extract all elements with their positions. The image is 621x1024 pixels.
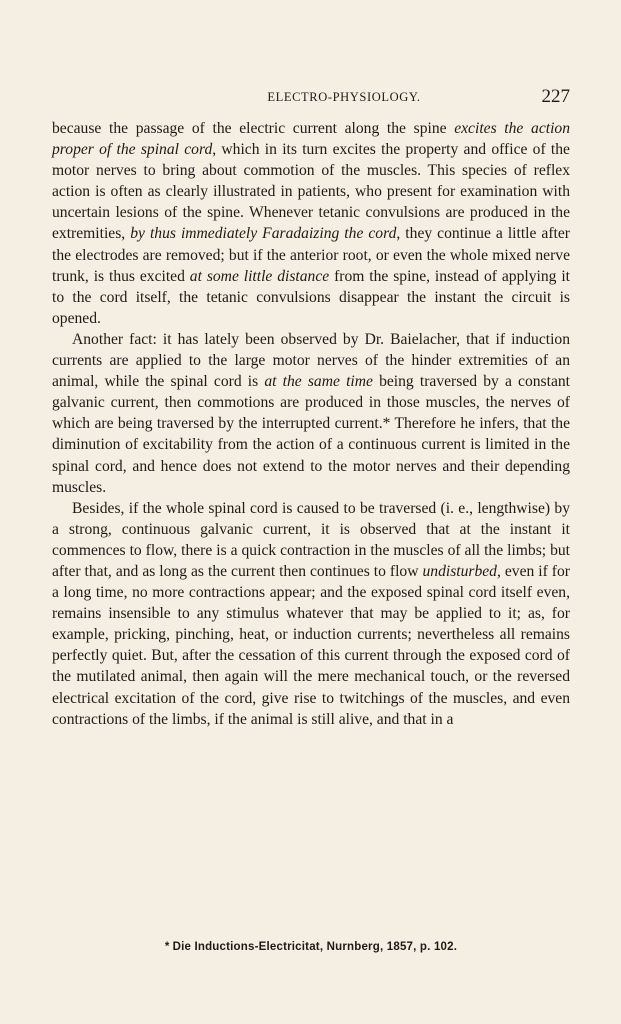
italic-segment: at the same time	[264, 373, 373, 391]
italic-segment: excites the action proper of the spinal cord	[52, 120, 570, 159]
paragraph	[52, 498, 570, 730]
running-head	[118, 86, 570, 110]
text-segment: Besides, if the whole spinal cord is caused to be traversed (i. e., lengthwise) by a strong, continuous galvanic current, it is observed that at the instant it commences to flow, there is a quick contraction in the muscles of all the limbs; but after that, and as long as the current then continues to flow	[52, 499, 570, 580]
running-title: ELECTRO-PHYSIOLOGY.	[267, 90, 421, 104]
footnote-text: Die Inductions-Electricitat, Nurnberg, 1857, p. 102.	[172, 941, 458, 953]
text-segment: , they continue a little after the electrodes are removed; but if the anterior root, or even the whole mixed nerve trunk, is thus excited	[52, 225, 570, 285]
text-segment: , which in its turn excites the property and office of the motor nerves to bring about commotion of the muscles. This species of reflex action is often as clearly illustrated in patients, who present for examination with uncertain lesions of the spine. Whenever tetanic convulsions are produced in the extremities,	[52, 141, 570, 243]
page-number: 227	[541, 86, 570, 107]
text-segment: Another fact: it has lately been observed by Dr. Baielacher, that if induction currents are applied to the large motor nerves of the hinder extremities of an animal, while the spinal cord is	[52, 330, 570, 391]
footnote-marker: *	[164, 941, 170, 953]
paragraph	[52, 329, 570, 498]
text-segment: from the spine, instead of applying it to the cord itself, the tetanic convulsions disappear the instant the circuit is opened.	[52, 267, 570, 327]
text-segment: being traversed by a constant galvanic current, then commotions are produced in those muscles, the nerves of which are being traversed by the interrupted current.* Therefore he infers, that the diminution of excitability from the action of a continuous current is limited in the spinal cord, and hence does not extend to the motor nerves and their depending muscles.	[52, 373, 570, 496]
italic-segment: by thus immediately Faradaizing the cord	[130, 225, 397, 243]
footnote	[52, 941, 570, 953]
italic-segment: undisturbed	[422, 562, 497, 580]
text-segment: because the passage of the electric current along the spine	[52, 120, 455, 137]
paragraph	[52, 118, 570, 329]
text-segment: , even if for a long time, no more contractions appear; and the exposed spinal cord itself even, remains insensible to any stimulus whatever that may be applied to it; as, for example, pricking, pinching, heat, or induction currents; nevertheless all remains perfectly quiet. But, after the cessation of this current through the exposed cord of the mutilated animal, then again will the mere mechanical touch, or the reversed electrical excitation of the cord, give rise to twitchings of the muscles, and even contractions of the limbs, if the animal is still alive, and that in a	[52, 562, 570, 728]
body-text	[52, 118, 570, 730]
italic-segment: at some little distance	[189, 267, 330, 285]
